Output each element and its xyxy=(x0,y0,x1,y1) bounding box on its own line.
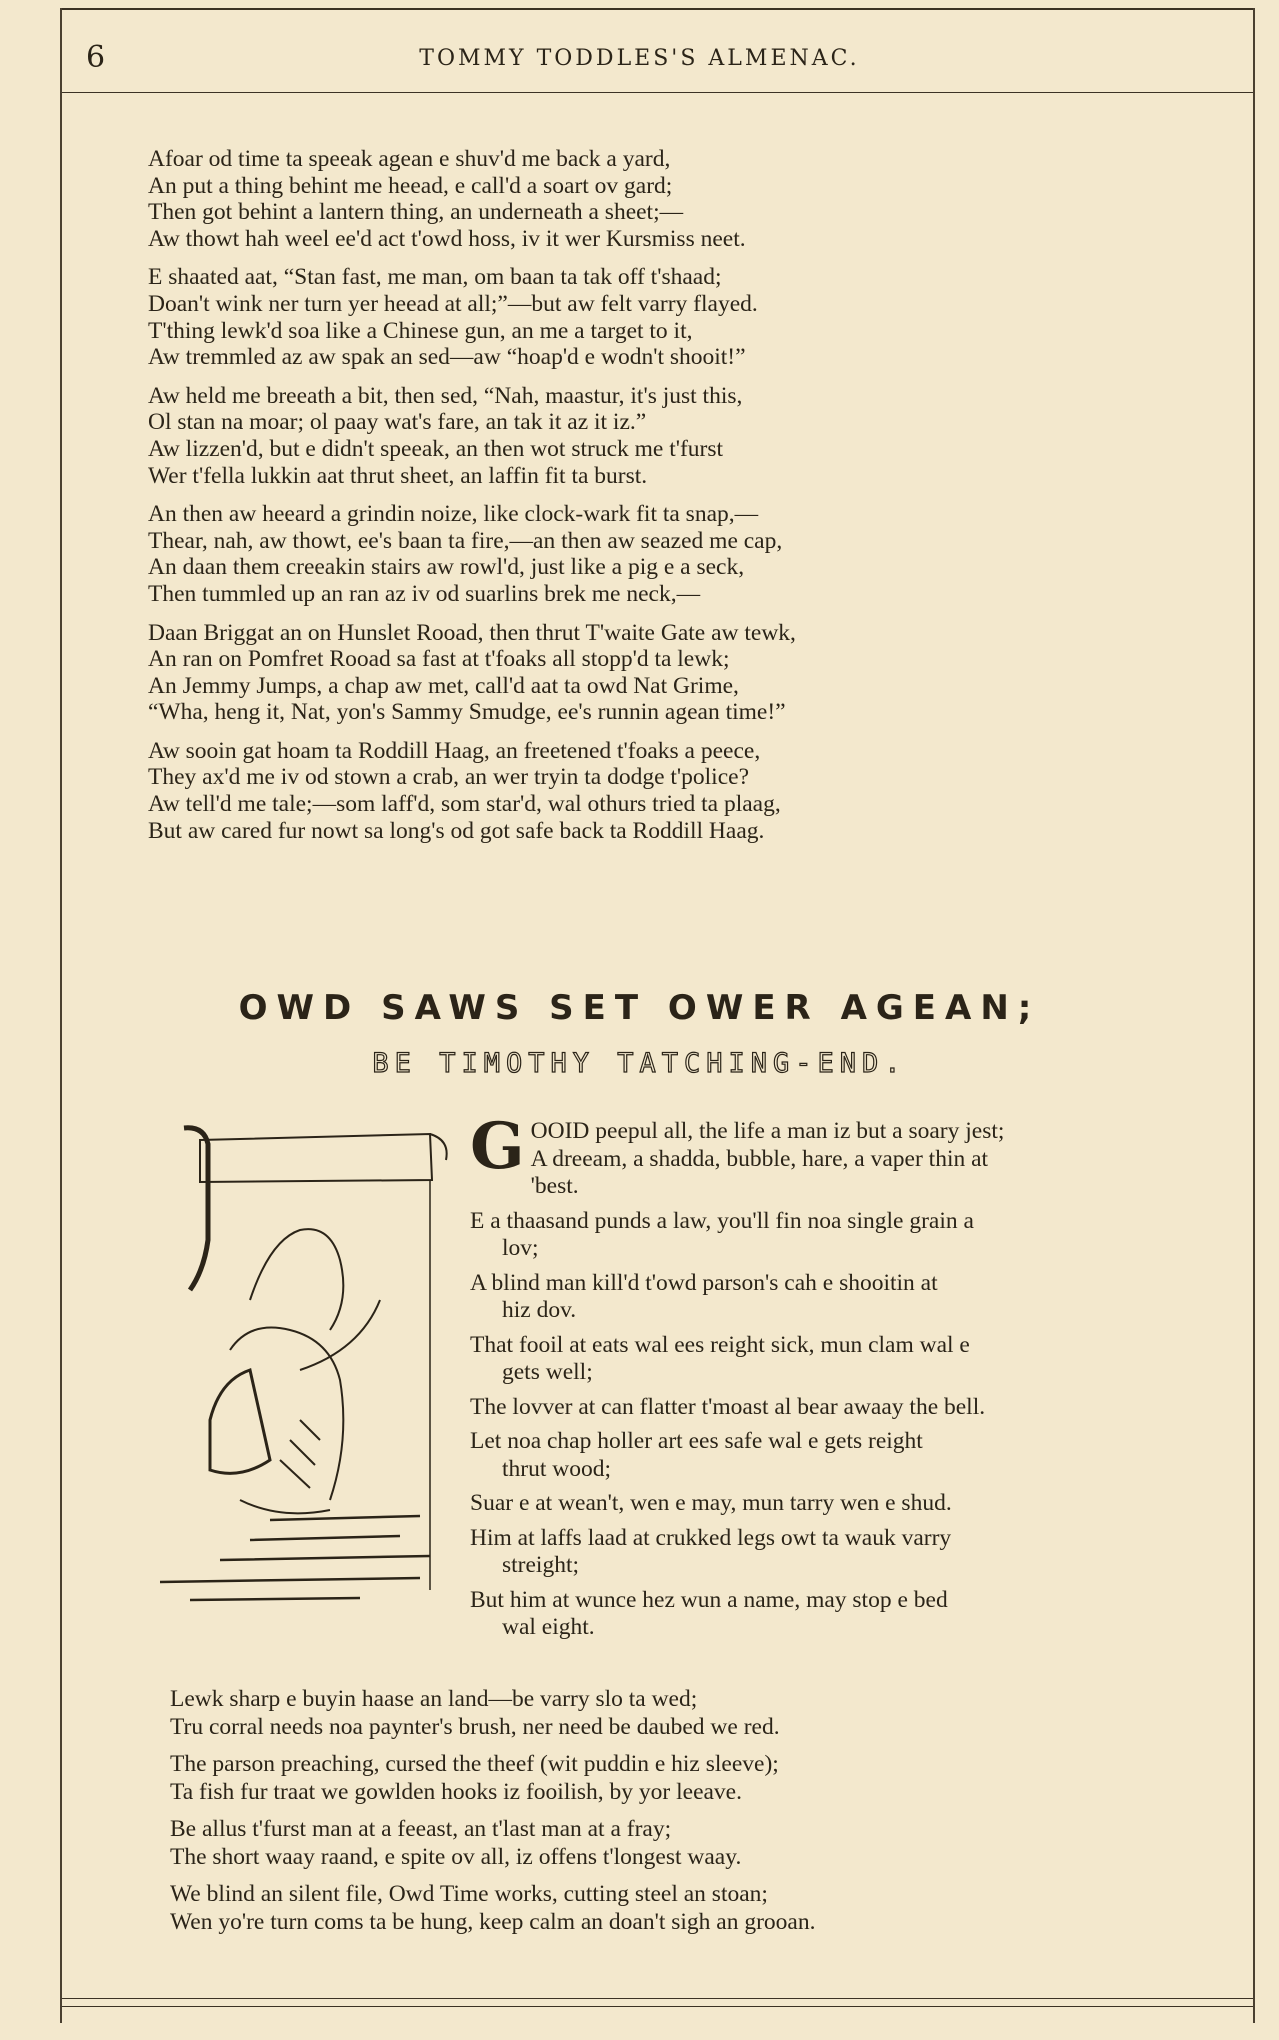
saying-line: The short waay raand, e spite ov all, iz offens t'longest waay. xyxy=(170,1843,742,1870)
saying-couplet xyxy=(170,1686,1220,1741)
poem-line: Aw lizzen'd, but e didn't speeak, an then wot struck me t'furst xyxy=(148,435,724,462)
poem-line: “Wha, heng it, Nat, yon's Sammy Smudge, ee's runnin agean time!” xyxy=(148,699,786,726)
saying xyxy=(470,1332,1220,1387)
poem-line: Then got behint a lantern thing, an underneath a sheet;— xyxy=(148,199,684,226)
saying-line: Him at laffs laad at crukked legs owt ta wauk varry xyxy=(470,1524,952,1551)
poem-stanza xyxy=(148,501,1128,607)
sign-board xyxy=(200,1134,432,1182)
saying xyxy=(470,1428,1220,1483)
poem-line: Wer t'fella lukkin aat thrut sheet, an laffin fit ta burst. xyxy=(148,462,648,489)
poem-line: Afoar od time ta speeak agean e shuv'd me back a yard, xyxy=(148,146,671,172)
poem-line: Aw held me breeath a bit, then sed, “Nah, maastur, it's just this, xyxy=(148,382,743,409)
poem-stanza xyxy=(148,146,1128,252)
poem-stanza xyxy=(148,383,1128,489)
figure-body xyxy=(230,1328,343,1501)
top-rule xyxy=(62,8,1253,10)
byline: BE TIMOTHY TATCHING-END. xyxy=(372,1048,907,1079)
saying-line: But him at wunce hez wun a name, may stop e bed xyxy=(470,1586,948,1613)
poem-stanza xyxy=(148,620,1128,726)
saying-couplet xyxy=(170,1751,1220,1806)
saying-line: wal eight. xyxy=(502,1614,595,1640)
saying-line: OOID peepul all, the life a man iz but a soary jest; xyxy=(530,1118,1005,1144)
saying-couplet xyxy=(170,1816,1220,1871)
saying-line: A dreeam, a shadda, bubble, hare, a vaper thin at xyxy=(530,1145,989,1172)
saying xyxy=(470,1270,1220,1325)
saying-line: The lovver at can flatter t'moast al bear awaay the bell. xyxy=(470,1393,986,1420)
poem-line: An ran on Pomfret Rooad sa fast at t'foaks all stopp'd ta lewk; xyxy=(148,646,730,673)
poem-line: They ax'd me iv od stown a crab, an wer tryin ta dodge t'police? xyxy=(148,764,749,791)
saying-couplet xyxy=(170,1881,1220,1936)
footer-rule xyxy=(62,1998,1253,1999)
saying-line: hiz dov. xyxy=(502,1297,577,1323)
saying xyxy=(470,1208,1220,1263)
poem-line: But aw cared fur nowt sa long's od got safe back ta Roddill Haag. xyxy=(148,817,765,844)
saying-line: Tru corral needs noa paynter's brush, ner need be daubed we red. xyxy=(170,1713,780,1740)
poem-line: An then aw heeard a grindin noize, like clock-wark fit ta snap,— xyxy=(148,501,759,528)
saying-line: 'best. xyxy=(530,1173,579,1199)
sign-post xyxy=(184,1128,208,1290)
saying xyxy=(470,1587,1220,1642)
running-head: TOMMY TODDLES'S ALMENAC. xyxy=(419,46,860,71)
footer-rule-thin xyxy=(62,2006,1253,2007)
saying-line: gets well; xyxy=(502,1359,593,1385)
poem-line: Then tummled up an ran az iv od suarlins brek me neck,— xyxy=(148,580,701,607)
saying-line: A blind man kill'd t'owd parson's cah e shooitin at xyxy=(470,1269,938,1296)
saying-line: We blind an silent file, Owd Time works, cutting steel an stoan; xyxy=(170,1881,768,1907)
saying xyxy=(470,1525,1220,1580)
saying-line: Wen yo're turn coms ta be hung, keep calm an doan't sigh an grooan. xyxy=(170,1908,816,1935)
poem-line: T'thing lewk'd soa like a Chinese gun, an me a target to it, xyxy=(148,317,693,344)
header-rule xyxy=(62,92,1253,93)
poem-line: An daan them creeakin stairs aw rowl'd, just like a pig e a seck, xyxy=(148,554,745,581)
saying-line: streight; xyxy=(502,1552,580,1578)
saying-line: Suar e at wean't, wen e may, mun tarry wen e shud. xyxy=(470,1490,952,1516)
saying xyxy=(470,1109,1220,1201)
sayings-right xyxy=(470,1109,1220,1649)
water-lines xyxy=(160,1516,430,1600)
saying-line: The parson preaching, cursed the theef (wit puddin e hiz sleeve); xyxy=(170,1751,779,1777)
poem-line: Aw tremmled az aw spak an sed—aw “hoap'd e wodn't shooit!” xyxy=(148,344,746,371)
saying-line: thrut wood; xyxy=(502,1455,612,1482)
saying-line: Ta fish fur traat we gowlden hooks iz fooilish, by yor leeave. xyxy=(170,1778,742,1805)
sayings-bottom xyxy=(170,1686,1220,1946)
poem-line: Aw sooin gat hoam ta Roddill Haag, an freetened t'foaks a peece, xyxy=(148,737,761,764)
page-number: 6 xyxy=(86,40,106,75)
poem-line: Ol stan na moar; ol paay wat's fare, an tak it az it iz.” xyxy=(148,409,647,436)
woodcut-illustration xyxy=(100,1120,460,1620)
poem xyxy=(148,146,1128,856)
section-title: OWD SAWS SET OWER AGEAN; xyxy=(238,988,1041,1028)
saying-line: E a thaasand punds a law, you'll fin noa single grain a xyxy=(470,1207,974,1234)
poem-line: Daan Briggat an on Hunslet Rooad, then thrut T'waite Gate aw tewk, xyxy=(148,619,796,646)
poem-line: Doan't wink ner turn yer heead at all;”—but aw felt varry flayed. xyxy=(148,290,758,317)
figure-head xyxy=(250,1229,343,1330)
poem-line: An put a thing behint me heead, e call'd a soart ov gard; xyxy=(148,172,673,199)
poem-line: Aw tell'd me tale;—som laff'd, som star'd, wal othurs tried ta plaag, xyxy=(148,791,781,818)
poem-line: Aw thowt hah weel ee'd act t'owd hoss, iv it wer Kursmiss neet. xyxy=(148,225,746,252)
drop-cap-letter: G xyxy=(470,1109,525,1184)
poem-line: Thear, nah, aw thowt, ee's baan ta fire,—an then aw seazed me cap, xyxy=(148,527,783,554)
saying xyxy=(470,1490,1220,1518)
saying xyxy=(470,1394,1220,1422)
saying-line: Be allus t'furst man at a feeast, an t'last man at a fray; xyxy=(170,1816,672,1842)
poem-stanza xyxy=(148,738,1128,844)
saying-line: Lewk sharp e buyin haase an land—be varry slo ta wed; xyxy=(170,1686,698,1712)
saying-line: That fooil at eats wal ees reight sick, mun clam wal e xyxy=(470,1331,970,1358)
poem-stanza xyxy=(148,264,1128,370)
poem-line: E shaated aat, “Stan fast, me man, om baan ta tak off t'shaad; xyxy=(148,264,722,291)
saying-line: lov; xyxy=(502,1235,539,1261)
poem-line: An Jemmy Jumps, a chap aw met, call'd aat ta owd Nat Grime, xyxy=(148,672,739,699)
saying-line: Let noa chap holler art ees safe wal e gets reight xyxy=(470,1428,923,1454)
